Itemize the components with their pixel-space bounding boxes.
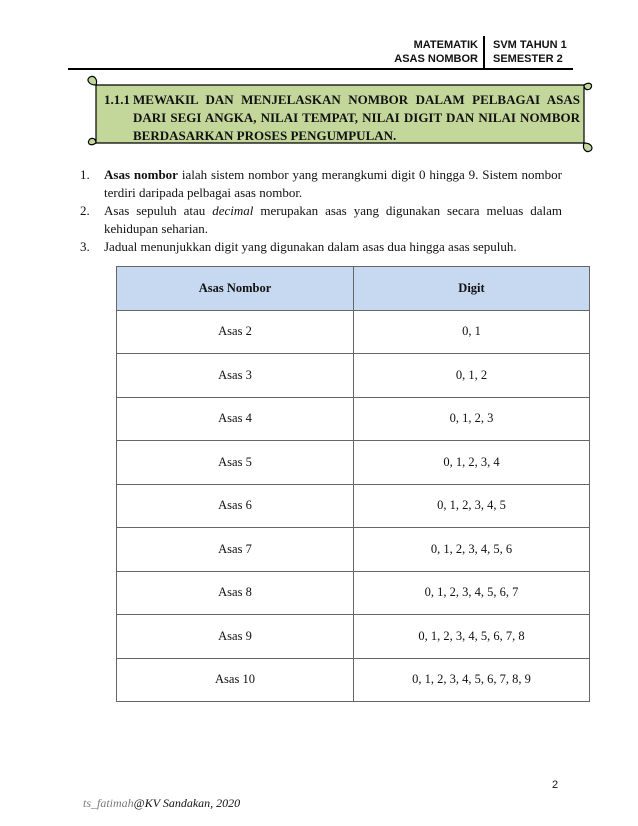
list-item <box>80 238 562 256</box>
header-course-line1: SVM TAHUN 1 <box>493 39 567 51</box>
section-heading <box>104 91 580 145</box>
list-item <box>80 202 562 238</box>
explanation-list <box>80 166 562 256</box>
table-row <box>117 571 590 615</box>
term-bold: Asas nombor <box>104 167 178 182</box>
header-course <box>493 38 567 66</box>
table-row <box>117 397 590 441</box>
table-row <box>117 615 590 659</box>
section-title-scroll <box>84 75 596 155</box>
header-subject <box>394 38 478 66</box>
table-row <box>117 354 590 398</box>
cell-digits: 0, 1, 2, 3, 4, 5, 6, 7 <box>354 571 590 615</box>
cell-digits: 0, 1, 2, 3 <box>354 397 590 441</box>
header-divider <box>483 36 485 68</box>
header-rule <box>68 68 573 70</box>
list-text: ialah sistem nombor yang merangkumi digit 0 hingga 9. Sistem nombor terdiri daripada pelbagai asas nombor. <box>104 167 562 200</box>
page-number: 2 <box>552 779 559 791</box>
list-number: 1. <box>80 167 90 182</box>
cell-digits: 0, 1, 2, 3, 4, 5, 6, 7, 8 <box>354 615 590 659</box>
list-number: 2. <box>80 203 90 218</box>
list-text-pre: Asas sepuluh atau <box>104 203 213 218</box>
list-text-post: merupakan asas yang digunakan secara meluas dalam kehidupan seharian. <box>104 203 562 236</box>
cell-digits: 0, 1, 2, 3, 4, 5 <box>354 484 590 528</box>
page-footer <box>83 796 240 811</box>
column-header-base: Asas Nombor <box>117 267 354 311</box>
cell-digits: 0, 1, 2, 3, 4 <box>354 441 590 485</box>
cell-base: Asas 7 <box>117 528 354 572</box>
table-row <box>117 528 590 572</box>
table-header-row <box>117 267 590 311</box>
cell-digits: 0, 1 <box>354 310 590 354</box>
list-text: Jadual menunjukkan digit yang digunakan dalam asas dua hingga asas sepuluh. <box>104 239 517 254</box>
cell-digits: 0, 1, 2 <box>354 354 590 398</box>
cell-base: Asas 10 <box>117 658 354 702</box>
header-course-line2: SEMESTER 2 <box>493 53 563 65</box>
table-row <box>117 658 590 702</box>
table-row <box>117 441 590 485</box>
header-subject-line2: ASAS NOMBOR <box>394 53 478 65</box>
cell-digits: 0, 1, 2, 3, 4, 5, 6 <box>354 528 590 572</box>
cell-base: Asas 4 <box>117 397 354 441</box>
footer-text: @KV Sandakan, 2020 <box>133 796 241 810</box>
section-title: MEWAKIL DAN MENJELASKAN NOMBOR DALAM PELBAGAI ASAS DARI SEGI ANGKA, NILAI TEMPAT, NILAI DIGIT DAN NILAI NOMBOR BERDASARKAN PROSES PENGUMPULAN. <box>133 92 580 143</box>
cell-digits: 0, 1, 2, 3, 4, 5, 6, 7, 8, 9 <box>354 658 590 702</box>
cell-base: Asas 5 <box>117 441 354 485</box>
list-number: 3. <box>80 239 90 254</box>
cell-base: Asas 6 <box>117 484 354 528</box>
table-row <box>117 484 590 528</box>
base-digits-table <box>116 266 590 702</box>
cell-base: Asas 2 <box>117 310 354 354</box>
term-italic: decimal <box>212 203 254 218</box>
table-row <box>117 310 590 354</box>
section-number: 1.1.1 <box>104 92 130 107</box>
footer-signature: ts_fatimah <box>83 796 134 810</box>
cell-base: Asas 8 <box>117 571 354 615</box>
cell-base: Asas 3 <box>117 354 354 398</box>
column-header-digit: Digit <box>354 267 590 311</box>
list-item <box>80 166 562 202</box>
header-subject-line1: MATEMATIK <box>413 39 478 51</box>
cell-base: Asas 9 <box>117 615 354 659</box>
